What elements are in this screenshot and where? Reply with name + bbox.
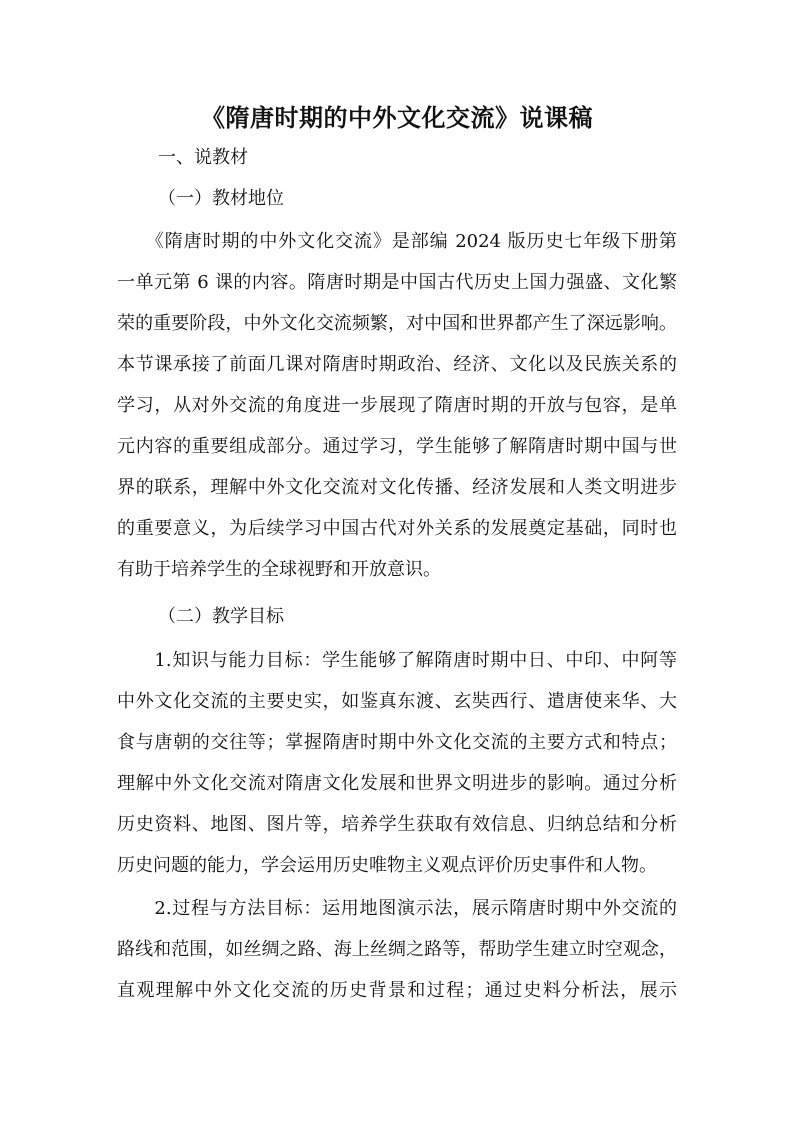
paragraph-line: 界的联系，理解中外文化交流对文化传播、经济发展和人类文明进步 bbox=[117, 477, 677, 498]
paragraph-line: 历史问题的能力，学会运用历史唯物主义观点评价历史事件和人物。 bbox=[117, 855, 657, 876]
paragraph-line: 路线和范围，如丝绸之路、海上丝绸之路等，帮助学生建立时空观念， bbox=[117, 939, 677, 960]
paragraph-line: 一单元第 6 课的内容。隋唐时期是中国古代历史上国力强盛、文化繁 bbox=[117, 272, 677, 293]
subsection-heading-teaching-objectives: （二）教学目标 bbox=[158, 606, 284, 627]
paragraph-line: 历史资料、地图、图片等，培养学生获取有效信息、归纳总结和分析 bbox=[117, 814, 677, 835]
paragraph-line: 1.知识与能力目标：学生能够了解隋唐时期中日、中印、中阿等 bbox=[117, 650, 677, 671]
paragraph-line: 中外文化交流的主要史实，如鉴真东渡、玄奘西行、遣唐使来华、大 bbox=[117, 691, 677, 712]
paragraph-line: 食与唐朝的交往等；掌握隋唐时期中外文化交流的主要方式和特点； bbox=[117, 732, 677, 753]
paragraph-line: 有助于培养学生的全球视野和开放意识。 bbox=[117, 559, 441, 580]
paragraph-textbook-position bbox=[117, 221, 677, 590]
paragraph-line: 2.过程与方法目标：运用地图演示法，展示隋唐时期中外交流的 bbox=[117, 898, 677, 919]
document-title: 《隋唐时期的中外文化交流》说课稿 bbox=[201, 103, 593, 132]
paragraph-knowledge-objective bbox=[117, 640, 677, 886]
paragraph-line: 荣的重要阶段，中外文化交流频繁，对中国和世界都产生了深远影响。 bbox=[117, 313, 677, 334]
paragraph-line: 元内容的重要组成部分。通过学习，学生能够了解隋唐时期中国与世 bbox=[117, 436, 677, 457]
paragraph-line: 《隋唐时期的中外文化交流》是部编 2024 版历史七年级下册第 bbox=[117, 231, 677, 252]
paragraph-line: 学习，从对外交流的角度进一步展现了隋唐时期的开放与包容，是单 bbox=[117, 395, 677, 416]
paragraph-line: 理解中外文化交流对隋唐文化发展和世界文明进步的影响。通过分析 bbox=[117, 773, 677, 794]
paragraph-line: 直观理解中外文化交流的历史背景和过程；通过史料分析法，展示 bbox=[117, 980, 677, 1001]
paragraph-process-method-objective bbox=[117, 888, 677, 1011]
subsection-heading-textbook-position: （一）教材地位 bbox=[158, 188, 284, 209]
paragraph-line: 的重要意义，为后续学习中国古代对外关系的发展奠定基础，同时也 bbox=[117, 518, 677, 539]
section-heading-textbook: 一、说教材 bbox=[158, 147, 248, 168]
paragraph-line: 本节课承接了前面几课对隋唐时期政治、经济、文化以及民族关系的 bbox=[117, 354, 677, 375]
